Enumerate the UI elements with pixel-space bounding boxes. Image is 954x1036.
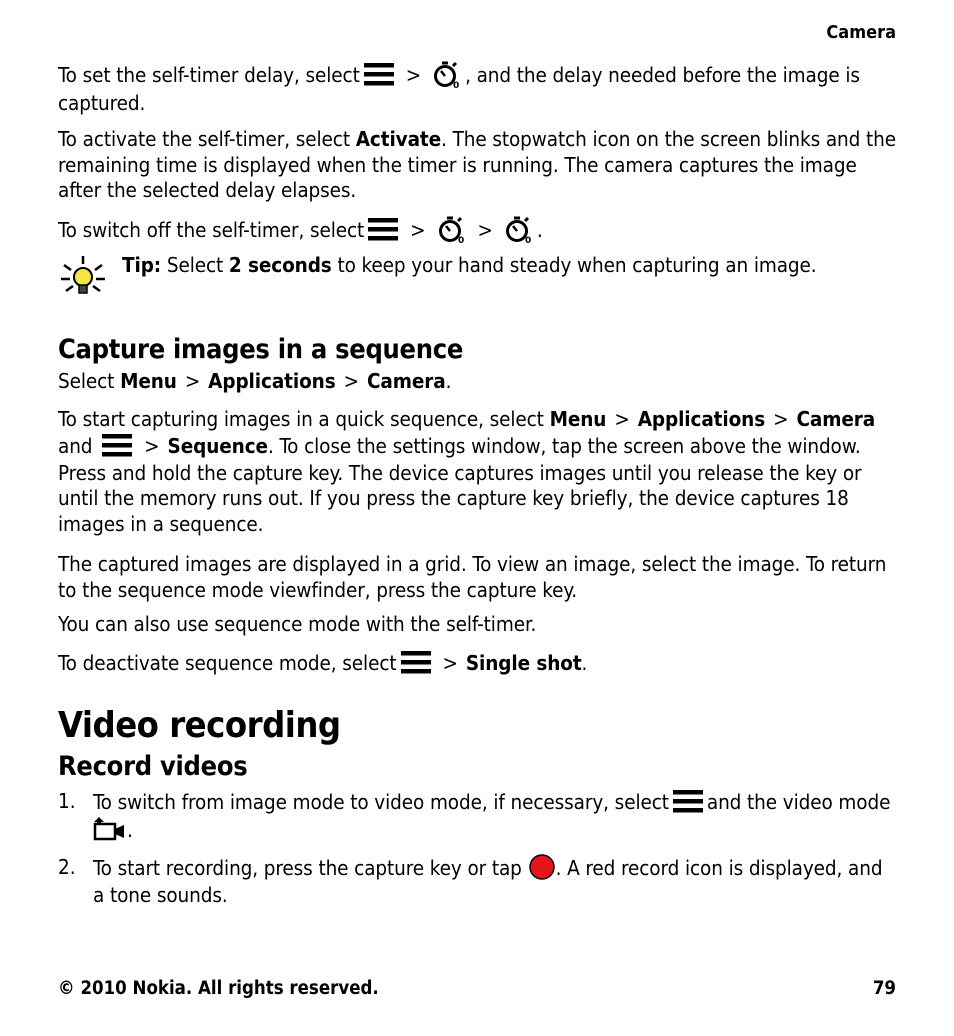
section-heading: Capture images in a sequence	[58, 334, 464, 365]
video-heading-wrap	[58, 705, 896, 747]
menu-icon	[672, 787, 704, 815]
separator: >	[410, 218, 426, 242]
period: .	[581, 651, 588, 675]
sequence-paragraph-1	[58, 407, 896, 537]
record-icon	[528, 853, 556, 881]
chapter-heading: Video recording	[58, 705, 341, 746]
list-number: 1.	[58, 789, 76, 813]
self-timer-paragraph-2	[58, 127, 896, 204]
period: .	[445, 369, 452, 393]
sequence-nav-path	[58, 369, 896, 395]
period: .	[536, 218, 543, 242]
menu-label: Menu	[549, 407, 607, 431]
camera-label: Camera	[366, 369, 446, 393]
stopwatch-icon	[431, 59, 463, 89]
menu-icon	[400, 648, 432, 676]
text: To start capturing images in a quick sequence, select	[58, 407, 550, 431]
separator: >	[773, 407, 789, 431]
video-camera-icon	[93, 815, 127, 843]
text: You can also use sequence mode with the self-timer.	[58, 612, 537, 636]
text: To switch from image mode to video mode, if necessary, select	[93, 790, 669, 814]
sequence-paragraph-2	[58, 552, 896, 603]
activate-label: Activate	[355, 127, 442, 151]
sequence-heading-wrap	[58, 334, 896, 366]
separator: >	[144, 433, 160, 458]
menu-icon	[363, 60, 395, 88]
list-item	[58, 855, 896, 909]
menu-icon	[101, 431, 133, 459]
tip-paragraph	[122, 253, 902, 279]
section-heading: Record videos	[58, 751, 248, 782]
text: and the video mode	[706, 790, 891, 814]
text: , and the delay needed before the image is captured.	[58, 63, 860, 115]
single-shot-label: Single shot	[465, 651, 582, 675]
applications-label: Applications	[637, 407, 766, 431]
page-number: 79	[872, 978, 896, 999]
record-videos-heading-wrap	[58, 751, 896, 783]
text: . To close the settings window, tap the screen above the window. Press and hold the capture key. The device captures images until you release the key or until the memory runs out. If you press the capture key briefly, the device captures 18 images in a sequence.	[58, 433, 862, 536]
list-item	[58, 789, 896, 845]
text: Select	[161, 253, 229, 277]
text: and	[58, 433, 99, 458]
text: To deactivate sequence mode, select	[58, 651, 397, 675]
stopwatch-icon	[436, 214, 468, 244]
self-timer-paragraph-1	[58, 61, 896, 117]
self-timer-paragraph-3	[58, 216, 896, 246]
applications-label: Applications	[208, 369, 336, 393]
text: The captured images are displayed in a grid. To view an image, select the image. To return to the sequence mode viewfinder, press the capture key.	[58, 552, 887, 602]
text: To switch off the self-timer, select	[58, 218, 365, 242]
separator: >	[442, 651, 458, 675]
running-header: Camera	[826, 22, 896, 43]
stopwatch-off-icon	[503, 214, 535, 244]
sequence-label: Sequence	[167, 433, 268, 458]
separator: >	[477, 218, 493, 242]
text: to keep your hand steady when capturing an image.	[331, 253, 817, 277]
menu-icon	[367, 215, 399, 243]
text: To set the self-timer delay, select	[58, 63, 360, 87]
sequence-paragraph-4	[58, 650, 896, 678]
copyright: © 2010 Nokia. All rights reserved.	[58, 978, 379, 999]
period: .	[127, 818, 133, 842]
menu-label: Menu	[120, 369, 177, 393]
list-number: 2.	[58, 855, 76, 879]
text: To start recording, press the capture key or tap	[93, 856, 522, 880]
text: To activate the self-timer, select	[58, 127, 356, 151]
text: . A red record icon is displayed, and a tone sounds.	[93, 856, 883, 907]
separator: >	[343, 369, 359, 393]
text: . The stopwatch icon on the screen blinks and the remaining time is displayed when the timer is running. The camera captures the image after the selected delay elapses.	[58, 127, 896, 202]
separator: >	[405, 63, 422, 87]
tip-bulb-icon	[58, 253, 108, 303]
sequence-paragraph-3	[58, 612, 896, 638]
camera-label: Camera	[796, 407, 876, 431]
tip-label: Tip:	[122, 253, 162, 277]
text: Select	[58, 369, 121, 393]
separator: >	[614, 407, 630, 431]
separator: >	[184, 369, 201, 393]
tip-option: 2 seconds	[228, 253, 332, 277]
